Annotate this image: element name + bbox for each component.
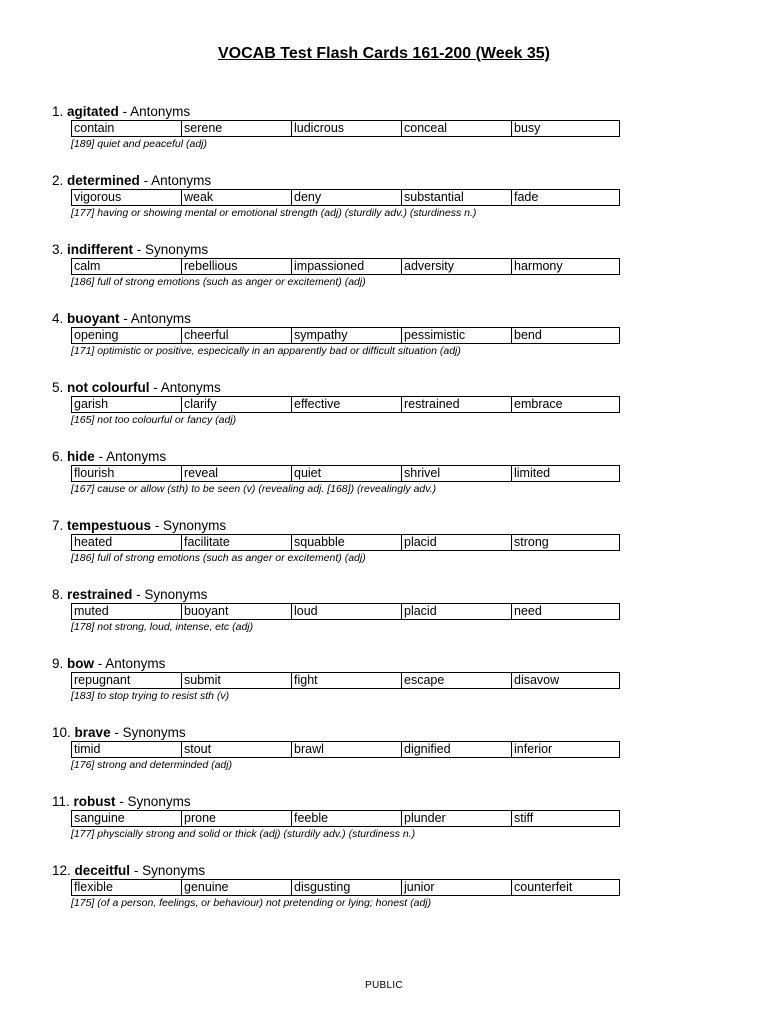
vocab-list — [52, 104, 632, 932]
answer-option: loud — [292, 604, 402, 619]
answer-option: quiet — [292, 466, 402, 481]
answer-option: dignified — [402, 742, 512, 757]
relation-type: - Synonyms — [133, 863, 206, 878]
relation-type: - Synonyms — [119, 794, 191, 809]
vocab-item-11 — [52, 794, 632, 863]
answer-option: need — [514, 604, 542, 618]
vocab-item-heading — [52, 449, 632, 465]
answer-option: serene — [182, 121, 292, 136]
item-number: 2. — [52, 173, 64, 188]
answer-option: feeble — [292, 811, 402, 826]
answer-option: junior — [402, 880, 512, 895]
vocab-item-8 — [52, 587, 632, 656]
answer-option: buoyant — [182, 604, 292, 619]
relation-type: - Antonyms — [98, 449, 167, 464]
item-number: 1. — [52, 104, 64, 119]
answer-option: opening — [72, 328, 182, 343]
answer-option: ludicrous — [292, 121, 402, 136]
item-number: 10. — [52, 725, 71, 740]
definition-hint: [167] cause or allow (sth) to be seen (v) (revealing adj. [168]) (revealingly adv.) — [71, 483, 437, 495]
answer-option: rebellious — [182, 259, 292, 274]
answer-option: reveal — [182, 466, 292, 481]
vocab-item-7 — [52, 518, 632, 587]
answer-options-row — [71, 258, 620, 275]
relation-type: - Antonyms — [153, 380, 221, 395]
answer-option: calm — [72, 259, 182, 274]
vocab-word: hide — [67, 449, 95, 464]
answer-option: weak — [182, 190, 292, 205]
answer-options-row — [71, 465, 620, 482]
definition-hint: [177] having or showing mental or emotional strength (adj) (sturdily adv.) (sturdiness n.) — [71, 207, 477, 219]
item-number: 8. — [52, 587, 64, 602]
vocab-word: determined — [67, 173, 140, 188]
item-number: 4. — [52, 311, 64, 326]
answer-option: timid — [72, 742, 182, 757]
answer-option: escape — [402, 673, 512, 688]
relation-type: - Synonyms — [136, 242, 209, 257]
answer-option: garish — [72, 397, 182, 412]
relation-type: - Antonyms — [97, 656, 166, 671]
answer-option: deny — [292, 190, 402, 205]
definition-hint: [189] quiet and peaceful (adj) — [71, 138, 208, 150]
definition-hint: [176] strong and determinded (adj) — [71, 759, 233, 771]
vocab-word: not colourful — [67, 380, 150, 395]
vocab-item-heading — [52, 311, 632, 327]
answer-option: embrace — [514, 397, 563, 411]
answer-options-row — [71, 396, 620, 413]
vocab-item-2 — [52, 173, 632, 242]
answer-options-row — [71, 534, 620, 551]
vocab-word: agitated — [67, 104, 119, 119]
vocab-item-heading — [52, 656, 632, 672]
vocab-item-heading — [52, 173, 632, 189]
definition-hint: [183] to stop trying to resist sth (v) — [71, 690, 230, 702]
relation-type: - Synonyms — [154, 518, 227, 533]
definition-hint: [186] full of strong emotions (such as anger or excitement) (adj) — [71, 276, 366, 288]
item-number: 7. — [52, 518, 64, 533]
vocab-word: bow — [67, 656, 95, 671]
answer-option: brawl — [292, 742, 402, 757]
vocab-word: restrained — [67, 587, 133, 602]
answer-option: stout — [182, 742, 292, 757]
answer-option: pessimistic — [402, 328, 512, 343]
answer-option: heated — [72, 535, 182, 550]
classification-footer: PUBLIC — [365, 980, 403, 991]
answer-option: disgusting — [292, 880, 402, 895]
vocab-item-heading — [52, 794, 632, 810]
vocab-item-6 — [52, 449, 632, 518]
answer-option: facilitate — [182, 535, 292, 550]
definition-hint: [165] not too colourful or fancy (adj) — [71, 414, 237, 426]
answer-option: vigorous — [72, 190, 182, 205]
answer-option: cheerful — [182, 328, 292, 343]
answer-option: genuine — [182, 880, 292, 895]
item-number: 9. — [52, 656, 64, 671]
item-number: 12. — [52, 863, 71, 878]
answer-option: limited — [514, 466, 551, 480]
relation-type: - Antonyms — [143, 173, 212, 188]
answer-option: inferior — [514, 742, 553, 756]
answer-option: restrained — [402, 397, 512, 412]
vocab-word: brave — [74, 725, 111, 740]
answer-option: muted — [72, 604, 182, 619]
answer-option: substantial — [402, 190, 512, 205]
vocab-item-4 — [52, 311, 632, 380]
vocab-item-heading — [52, 587, 632, 603]
answer-option: adversity — [402, 259, 512, 274]
vocab-word: indifferent — [67, 242, 134, 257]
item-number: 3. — [52, 242, 64, 257]
definition-hint: [175] (of a person, feelings, or behaviour) not pretending or lying; honest (adj) — [71, 897, 432, 909]
answer-option: strong — [514, 535, 549, 549]
answer-option: impassioned — [292, 259, 402, 274]
relation-type: - Antonyms — [122, 104, 191, 119]
answer-option: busy — [514, 121, 541, 135]
vocab-item-1 — [52, 104, 632, 173]
vocab-word: robust — [73, 794, 116, 809]
vocab-item-5 — [52, 380, 632, 449]
relation-type: - Antonyms — [123, 311, 191, 326]
answer-option: fade — [514, 190, 539, 204]
vocab-word: buoyant — [67, 311, 120, 326]
relation-type: - Synonyms — [114, 725, 186, 740]
definition-hint: [178] not strong, loud, intense, etc (adj) — [71, 621, 254, 633]
answer-option: submit — [182, 673, 292, 688]
answer-option: plunder — [402, 811, 512, 826]
answer-options-row — [71, 741, 620, 758]
answer-options-row — [71, 327, 620, 344]
definition-hint: [171] optimistic or positive, especically in an apparently bad or difficult situation (adj) — [71, 345, 461, 357]
vocab-item-3 — [52, 242, 632, 311]
answer-option: counterfeit — [514, 880, 573, 894]
item-number: 5. — [52, 380, 64, 395]
answer-option: flexible — [72, 880, 182, 895]
answer-option: flourish — [72, 466, 182, 481]
answer-options-row — [71, 810, 620, 827]
answer-option: prone — [182, 811, 292, 826]
answer-option: fight — [292, 673, 402, 688]
answer-option: stiff — [514, 811, 534, 825]
answer-option: contain — [72, 121, 182, 136]
vocab-item-10 — [52, 725, 632, 794]
vocab-word: tempestuous — [67, 518, 152, 533]
answer-option: conceal — [402, 121, 512, 136]
vocab-item-heading — [52, 104, 632, 120]
item-number: 6. — [52, 449, 64, 464]
answer-option: effective — [292, 397, 402, 412]
answer-options-row — [71, 879, 620, 896]
answer-option: placid — [402, 604, 512, 619]
answer-options-row — [71, 672, 620, 689]
answer-option: repugnant — [72, 673, 182, 688]
relation-type: - Synonyms — [136, 587, 208, 602]
vocab-word: deceitful — [74, 863, 131, 878]
definition-hint: [177] physcially strong and solid or thick (adj) (sturdily adv.) (sturdiness n.) — [71, 828, 416, 840]
answer-options-row — [71, 120, 620, 137]
vocab-item-heading — [52, 863, 632, 879]
answer-option: placid — [402, 535, 512, 550]
answer-option: harmony — [514, 259, 563, 273]
answer-option: sympathy — [292, 328, 402, 343]
vocab-item-9 — [52, 656, 632, 725]
vocab-item-heading — [52, 242, 632, 258]
answer-option: squabble — [292, 535, 402, 550]
page-title: VOCAB Test Flash Cards 161-200 (Week 35) — [218, 45, 550, 62]
answer-option: bend — [514, 328, 542, 342]
vocab-item-heading — [52, 725, 632, 741]
vocab-item-heading — [52, 518, 632, 534]
vocab-item-12 — [52, 863, 632, 932]
item-number: 11. — [52, 794, 70, 809]
definition-hint: [186] full of strong emotions (such as anger or excitement) (adj) — [71, 552, 366, 564]
answer-option: sanguine — [72, 811, 182, 826]
answer-option: disavow — [514, 673, 560, 687]
answer-option: clarify — [182, 397, 292, 412]
answer-option: shrivel — [402, 466, 512, 481]
answer-options-row — [71, 189, 620, 206]
answer-options-row — [71, 603, 620, 620]
vocab-item-heading — [52, 380, 632, 396]
